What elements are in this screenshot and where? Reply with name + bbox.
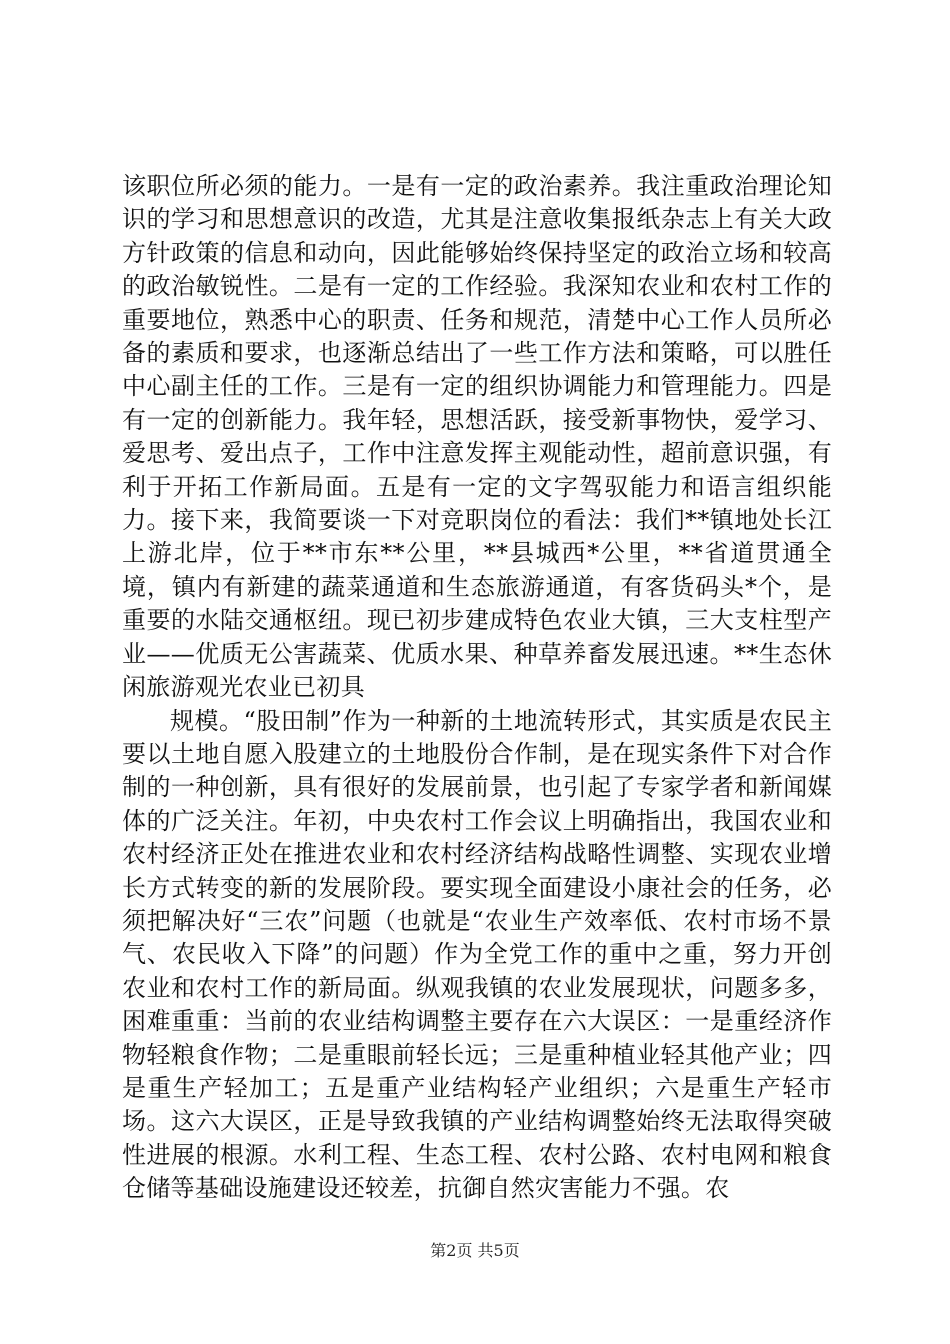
paragraph-1: 该职位所必须的能力。一是有一定的政治素养。我注重政治理论知识的学习和思想意识的改造，尤其是注意收集报纸杂志上有关大政方针政策的信息和动向，因此能够始终保持坚定的政治立场和较高的政治敏锐性。二是有一定的工作经验。我深知农业和农村工作的重要地位，熟悉中心的职责、任务和规范，清楚中心工作人员所必备的素质和要求，也逐渐总结出了一些工作方法和策略，可以胜任中心副主任的工作。三是有一定的组织协调能力和管理能力。四是有一定的创新能力。我年轻，思想活跃，接受新事物快，爱学习、爱思考、爱出点子，工作中注意发挥主观能动性，超前意识强，有利于开拓工作新局面。五是有一定的文字驾驭能力和语言组织能力。接下来，我简要谈一下对竞职岗位的看法：我们**镇地处长江上游北岸，位于**市东**公里，**县城西*公里，**省道贯通全境，镇内有新建的蔬菜通道和生态旅游通道，有客货码头*个，是重要的水陆交通枢纽。现已初步建成特色农业大镇，三大支柱型产业——优质无公害蔬菜、优质水果、种草养畜发展迅速。**生态休闲旅游观光农业已初具 [122, 172, 832, 702]
page-number-footer: 第2页 共5页 [430, 1241, 520, 1260]
document-body [122, 170, 832, 1206]
paragraph-2: 规模。“股田制”作为一种新的土地流转形式，其实质是农民主要以土地自愿入股建立的土地股份合作制，是在现实条件下对合作制的一种创新，具有很好的发展前景，也引起了专家学者和新闻媒体的广泛关注。年初，中央农村工作会议上明确指出，我国农业和农村经济正处在推进农业和农村经济结构战略性调整、实现农业增长方式转变的新的发展阶段。要实现全面建设小康社会的任务，必须把解决好“三农”问题（也就是“农业生产效率低、农村市场不景气、农民收入下降”的问题）作为全党工作的重中之重，努力开创农业和农村工作的新局面。纵观我镇的农业发展现状，问题多多，困难重重：当前的农业结构调整主要存在六大误区：一是重经济作物轻粮食作物；二是重眼前轻长远；三是重种植业轻其他产业；四是重生产轻加工；五是重产业结构轻产业组织；六是重生产轻市场。这六大误区，正是导致我镇的产业结构调整始终无法取得突破性进展的根源。水利工程、生态工程、农村公路、农村电网和粮食仓储等基础设施建设还较差，抗御自然灾害能力不强。农 [122, 706, 832, 1203]
